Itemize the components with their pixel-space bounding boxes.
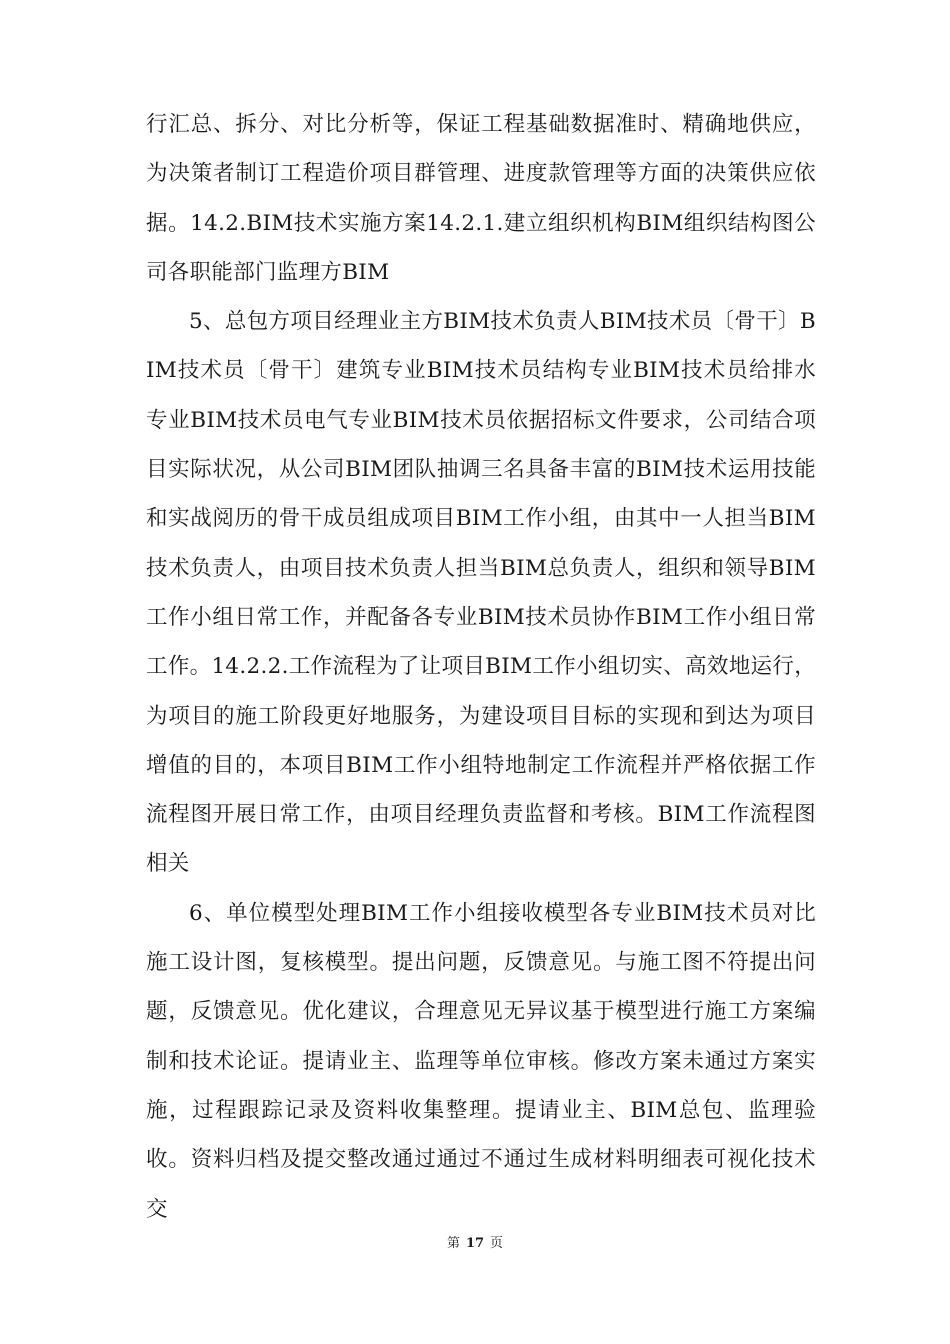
page-number: 17 [465, 1236, 485, 1251]
paragraph-2: 5、总包方项目经理业主方BIM技术负责人BIM技术员〔骨干〕BIM技术员〔骨干〕建筑专业BIM技术员结构专业BIM技术员给排水专业BIM技术员电气专业BIM技术员依据招标文件要求，公司结合项目实际状况，从公司BIM团队抽调三名具备丰富的BIM技术运用技能和实战阅历的骨干成员组成项目BIM工作小组，由其中一人担当BIM技术负责人，由项目技术负责人担当BIM总负责人，组织和领导BIM工作小组日常工作，并配备各专业BIM技术员协作BIM工作小组日常工作。14.2.2.工作流程为了让项目BIM工作小组切实、高效地运行，为项目的施工阶段更好地服务，为建设项目目标的实现和到达为项目增值的目的，本项目BIM工作小组特地制定工作流程并严格依据工作流程图开展日常工作，由项目经理负责监督和考核。BIM工作流程图相关 [146, 309, 816, 877]
paragraph-3: 6、单位模型处理BIM工作小组接收模型各专业BIM技术员对比施工设计图，复核模型。提出问题，反馈意见。与施工图不符提出问题，反馈意见。优化建议，合理意见无异议基于模型进行施工方案编制和技术论证。提请业主、监理等单位审核。修改方案未通过方案实施，过程跟踪记录及资料收集整理。提请业主、BIM总包、监理验收。资料归档及提交整改通过通过不通过生成材料明细表可视化技术交 [146, 900, 816, 1222]
footer-prefix: 第 [446, 1236, 460, 1251]
footer-suffix: 页 [490, 1236, 504, 1251]
page-footer [0, 1234, 950, 1254]
page-body [146, 100, 816, 1234]
paragraph-1: 行汇总、拆分、对比分析等，保证工程基础数据准时、精确地供应，为决策者制订工程造价项目群管理、进度款管理等方面的决策供应依据。14.2.BIM技术实施方案14.2.1.建立组织机构BIM组织结构图公司各职能部门监理方BIM [146, 112, 816, 285]
